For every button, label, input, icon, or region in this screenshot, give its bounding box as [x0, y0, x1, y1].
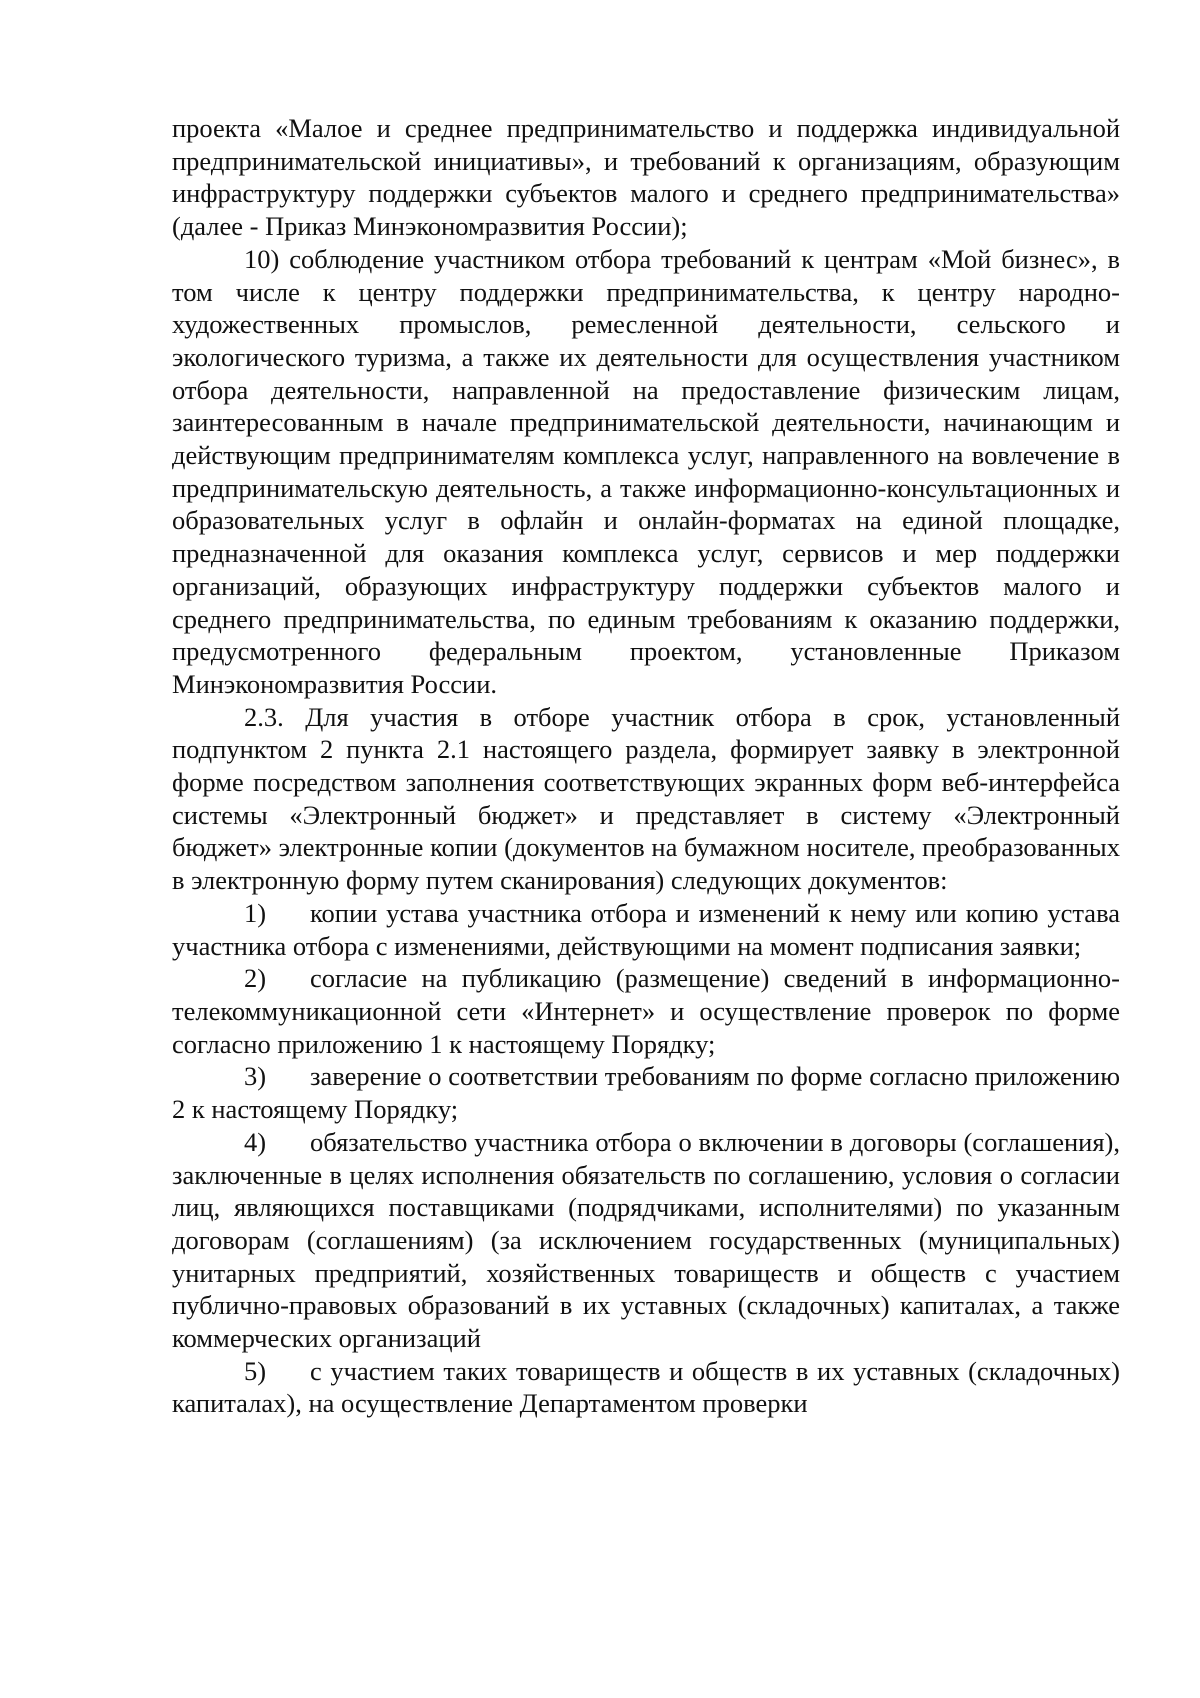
paragraph-item-10: 10) соблюдение участником отбора требований к центрам «Мой бизнес», в том числе к центру поддержки предпринимательства, к центру народно-художественных промыслов, ремесленной деятельности, сельского и экологического туризма, а также их деятельности для осуществления участником отбора деятельности, направленной на предоставление физическим лицам, заинтересованным в начале предпринимательской деятельности, начинающим и действующим предпринимателям комплекса услуг, направленного на вовлечение в предпринимательскую деятельность, а также информационно-консультационных и образовательных услуг в офлайн и онлайн-форматах на единой площадке, предназначенной для оказания комплекса услуг, сервисов и мер поддержки организаций, образующих инфраструктуру поддержки субъектов малого и среднего предпринимательства, по единым требованиям к оказанию поддержки, предусмотренного федеральным проектом, установленные Приказом Минэкономразвития России.: [172, 243, 1120, 699]
list-item: [172, 962, 1120, 1060]
list-item: [172, 897, 1120, 962]
list-item: [172, 1355, 1120, 1420]
paragraph-continuation: проекта «Малое и среднее предпринимательство и поддержка индивидуальной предпринимательской инициативы», и требований к организациям, образующим инфраструктуру поддержки субъектов малого и среднего предпринимательства» (далее - Приказ Минэкономразвития России);: [172, 113, 1120, 242]
list-item-text: копии устава участника отбора и изменений к нему или копию устава участника отбора с изменениями, действующими на момент подписания заявки;: [172, 897, 1120, 961]
list-item: [172, 1060, 1120, 1125]
list-item-text: согласие на публикацию (размещение) сведений в информационно-телекоммуникационной сети «Интернет» и осуществление проверок по форме согласно приложению 1 к настоящему Порядку;: [172, 963, 1120, 1059]
list-item-number: 3): [244, 1061, 267, 1092]
paragraph-2-3: 2.3. Для участия в отборе участник отбора в срок, установленный подпунктом 2 пункта 2.1 настоящего раздела, формирует заявку в электронной форме посредством заполнения соответствующих экранных форм веб-интерфейса системы «Электронный бюджет» и представляет в систему «Электронный бюджет» электронные копии (документов на бумажном носителе, преобразованных в электронную форму путем сканирования) следующих документов:: [172, 701, 1120, 896]
list-item-text: обязательство участника отбора о включении в договоры (соглашения), заключенные в целях исполнения обязательств по соглашению, условия о согласии лиц, являющихся поставщиками (подрядчиками, исполнителями) по указанным договорам (соглашениям) (за исключением государственных (муниципальных) унитарных предприятий, хозяйственных товариществ и обществ с участием публично-правовых образований в их уставных (складочных) капиталах, а также коммерческих организаций: [172, 1126, 1120, 1354]
list-item-number: 2): [244, 963, 267, 994]
list-item-number: 1): [244, 897, 267, 928]
list-item-text: заверение о соответствии требованиям по форме согласно приложению 2 к настоящему Порядку;: [172, 1061, 1120, 1125]
document-page: [172, 112, 1120, 1420]
list-item-number: 4): [244, 1126, 267, 1157]
list-item: [172, 1126, 1120, 1355]
list-item-text: с участием таких товариществ и обществ в их уставных (складочных) капиталах), на осуществление Департаментом проверки: [172, 1355, 1120, 1419]
list-item-number: 5): [244, 1355, 267, 1386]
